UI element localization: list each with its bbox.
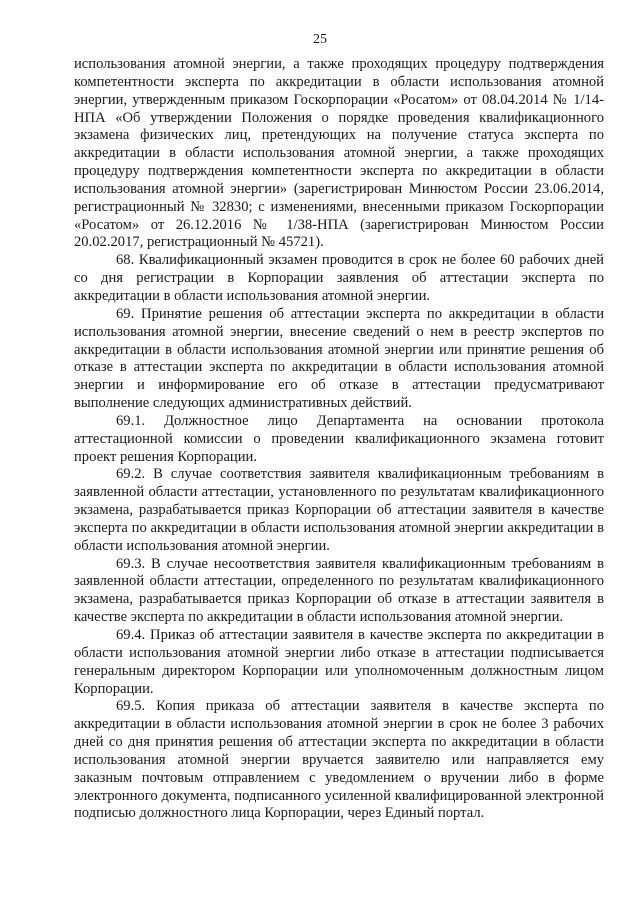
paragraph-68: 68. Квалификационный экзамен проводится в срок не более 60 рабочих дней со дня регистрации в Корпорации заявления об аттестации эксперта по аккредитации в области использования атомной энергии. [74, 252, 604, 304]
page-number: 25 [313, 32, 327, 47]
paragraph-69-4: 69.4. Приказ об аттестации заявителя в качестве эксперта по аккредитации в области использования атомной энергии либо отказе в аттестации подписывается генеральным директором Корпорации или уполномоченным должностным лицом Корпорации. [74, 627, 604, 697]
paragraph-69-2: 69.2. В случае соответствия заявителя квалификационным требованиям в заявленной области аттестации, установленного по результатам квалификационного экзамена, разрабатывается приказ Корпорации об аттестации заявителя в качестве эксперта по аккредитации в области использования атомной энергии аккредитации в области использования атомной энергии. [74, 466, 604, 554]
paragraph-69-1: 69.1. Должностное лицо Департамента на основании протокола аттестационной комиссии о проведении квалификационного экзамена готовит проект решения Корпорации. [74, 412, 604, 465]
paragraph-69: 69. Принятие решения об аттестации эксперта по аккредитации в области использования атомной энергии, внесение сведений о нем в реестр экспертов по аккредитации в области использования атомной энергии или принятие решения об отказе в аттестации эксперта по аккредитации в области использования атомной энергии и информирование его об отказе в аттестации предусматривают выполнение следующих административных действий. [74, 305, 604, 412]
document-body [74, 56, 604, 823]
paragraph-69-5: 69.5. Копия приказа об аттестации заявителя в качестве эксперта по аккредитации в области использования атомной энергии в срок не более 3 рабочих дней со дня принятия решения об аттестации эксперта по аккредитации в области использования атомной энергии вручается заявителю или направляется ему заказным почтовым отправлением с уведомлением о вручении либо в форме электронного документа, подписанного усиленной квалифицированной электронной подписью должностного лица Корпорации, через Единый портал. [74, 698, 604, 822]
paragraph-continuation: использования атомной энергии, а также проходящих процедуру подтверждения компетентности эксперта по аккредитации в области использования атомной энергии, утвержденным приказом Госкорпорации «Росатом» от 08.04.2014 № 1/14-НПА «Об утверждении Положения о порядке проведения квалификационного экзамена физических лиц, претендующих на получение статуса эксперта по аккредитации в области использования атомной энергии, а также проходящих процедуру подтверждения компетентности эксперта по аккредитации в области использования атомной энергии» (зарегистрирован Минюстом России 23.06.2014, регистрационный № 32830; с изменениями, внесенными приказом Госкорпорации «Росатом» от 26.12.2016 № 1/38-НПА (зарегистрирован Минюстом России 20.02.2017, регистрационный № 45721). [74, 56, 604, 251]
paragraph-69-3: 69.3. В случае несоответствия заявителя квалификационным требованиям в заявленной области аттестации, определенного по результатам квалификационного экзамена, разрабатывается приказ Корпорации об отказе в аттестации заявителя в качестве эксперта по аккредитации в области использования атомной энергии. [74, 555, 604, 626]
